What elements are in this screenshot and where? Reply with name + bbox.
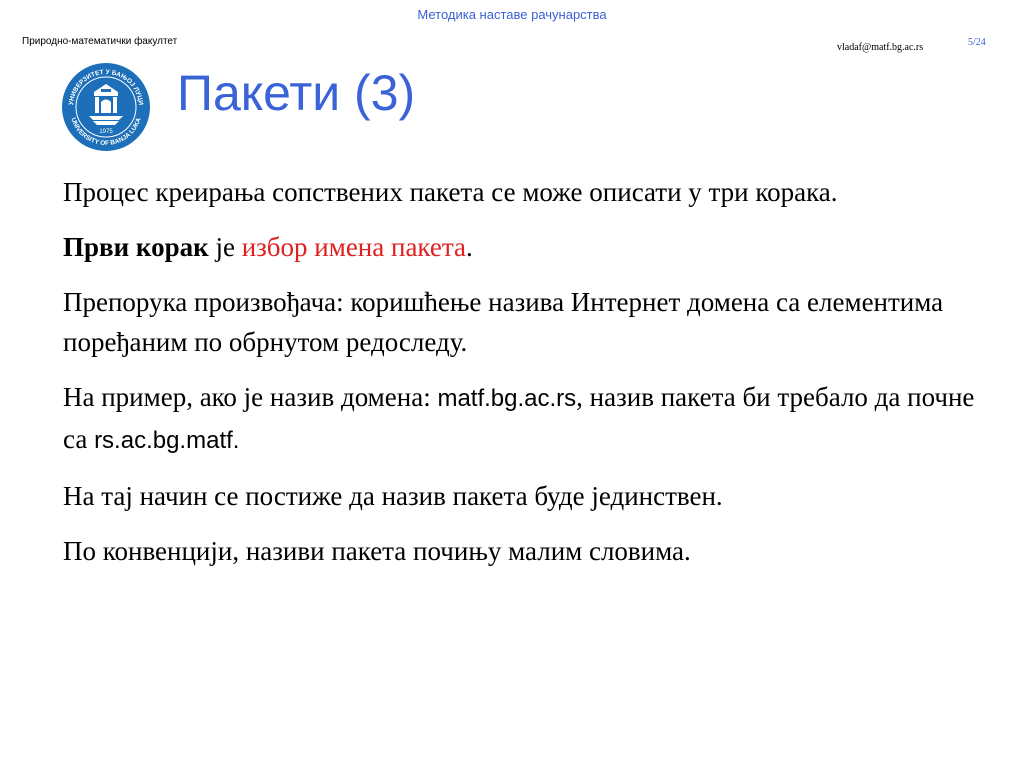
slide-content [63,172,1003,586]
seal-ring-text-top: УНИВЕРЗИТЕТ У БАЊОЈ ЛУЦИ [68,68,145,106]
example-start: На пример, ако је назив домена: [63,382,438,412]
page-number: 5/24 [968,37,986,48]
paragraph-first-step [63,227,1003,267]
first-step-label: Први корак [63,232,209,262]
example-package: rs.ac.bg.matf. [94,427,240,454]
paragraph-convention: По конвенцији, називи пакета почињу малим словима. [63,536,691,566]
paragraph-example [63,377,1003,461]
slide-title: Пакети (3) [177,65,416,121]
example-domain: matf.bg.ac.rs [437,385,577,412]
paragraph-recommendation: Препорука произвођача: коришћење назива Интернет домена са елементима поређаним по обрнутом редоследу. [63,287,944,357]
first-step-connector: је [208,232,242,262]
university-of-banja-luka-seal-icon [61,62,151,152]
course-title: Методика наставе рачунарства [417,7,607,22]
seal-year: 1975 [99,129,113,135]
first-step-end: . [465,232,473,262]
seal-ring-text-bottom: UNIVERSITY OF BANJA LUKA [69,116,143,148]
first-step-highlight: избор имена пакета [241,232,466,262]
paragraph-intro: Процес креирања сопствених пакета се може описати у три корака. [63,177,838,207]
author-email: vladaf@matf.bg.ac.rs [837,42,924,53]
paragraph-uniqueness: На тај начин се постиже да назив пакета буде јединствен. [63,481,723,511]
example-middle: , назив пакета би требало да почне са [63,382,975,454]
faculty-name: Природно-математички факултет [22,36,178,47]
